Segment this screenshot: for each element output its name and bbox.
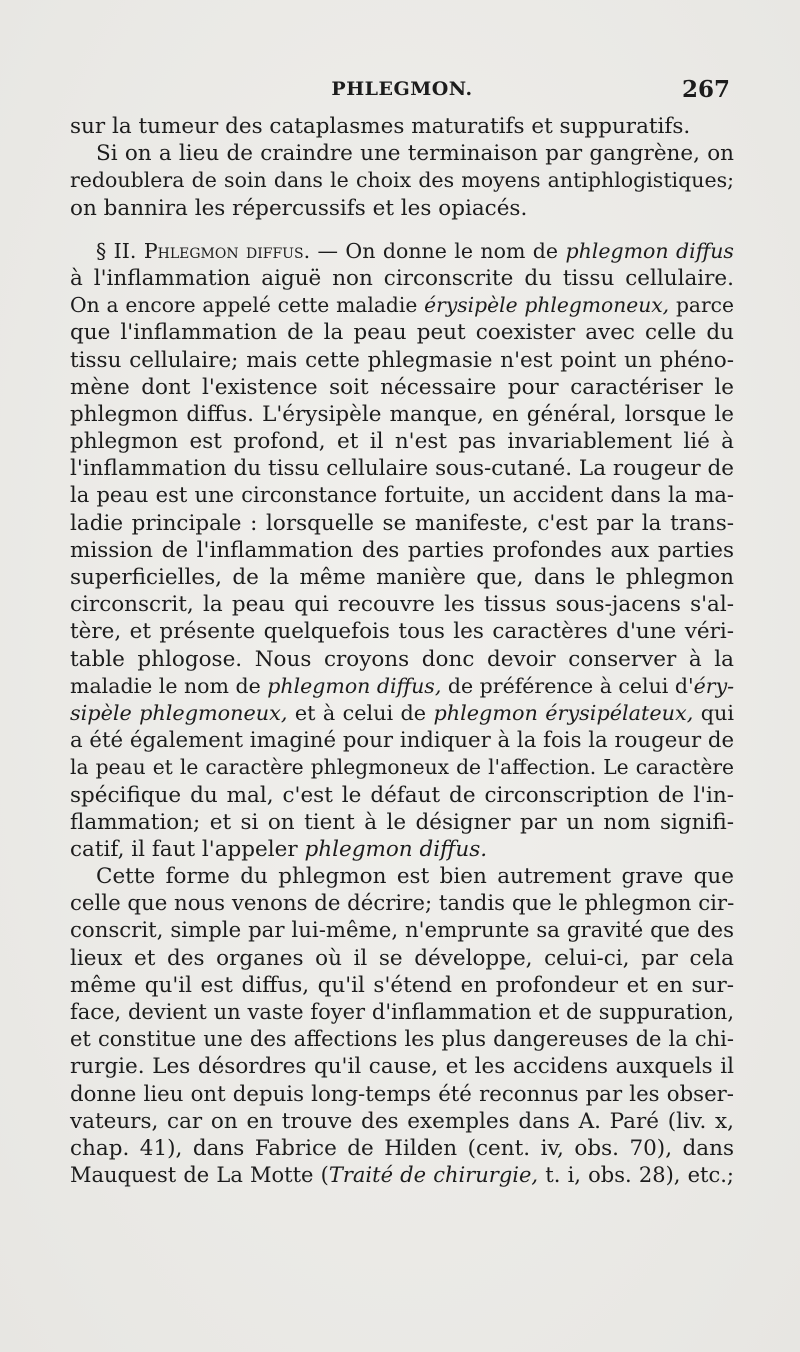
- text-line: flammation; et si on tient à le désigner par un nom signifi-: [70, 809, 734, 835]
- text-fragment: qui: [700, 700, 734, 725]
- text-line: et constitue une des affections les plus dangereuses de la chi-: [70, 1027, 734, 1052]
- text-line: [70, 292, 734, 319]
- section-heading-line: [70, 238, 734, 265]
- text-line: [70, 1162, 734, 1189]
- page-number: 267: [681, 76, 730, 103]
- text-line: spécifique du mal, c'est le défaut de circonscription de l'in-: [70, 782, 734, 808]
- text-line: l'inflammation du tissu cellulaire sous-cutané. La rougeur de: [70, 456, 734, 482]
- text-line: face, devient un vaste foyer d'inflammation et de suppuration,: [70, 1000, 734, 1024]
- text-fragment: maladie le nom de: [70, 673, 261, 698]
- italic-term: Traité de chirurgie,: [328, 1163, 539, 1188]
- text-fragment: On a encore appelé cette maladie: [70, 293, 418, 318]
- italic-term: phlegmon érysipélateux,: [433, 700, 694, 725]
- italic-term: phlegmon diffus.: [304, 836, 488, 862]
- italic-term: érysipèle phlegmoneux,: [424, 293, 670, 318]
- text-line: [70, 700, 734, 727]
- text-line: tissu cellulaire; mais cette phlegmasie n'est point un phéno-: [70, 347, 734, 373]
- section-ii: [70, 238, 734, 863]
- text-line: phlegmon diffus. L'érysipèle manque, en général, lorsque le: [70, 401, 734, 427]
- text-line: rurgie. Les désordres qu'il cause, et les accidens auxquels il: [70, 1054, 734, 1080]
- section-title: Phlegmon diffus.: [143, 238, 311, 263]
- text-fragment: de préférence à celui d'éry-: [447, 673, 735, 698]
- running-title: PHLEGMON.: [331, 78, 473, 100]
- text-line: donne lieu ont depuis long-temps été reconnus par les obser-: [70, 1081, 734, 1107]
- paragraph-1: [70, 113, 734, 140]
- italic-term: phlegmon diffus: [565, 238, 734, 263]
- body-text: [70, 113, 734, 1189]
- text-line: tère, et présente quelquefois tous les caractères d'une véri-: [70, 619, 734, 645]
- text-line: la peau est une circonstance fortuite, un accident dans la ma-: [70, 483, 734, 508]
- text-line: Cette forme du phlegmon est bien autrement grave que: [96, 864, 734, 890]
- text-fragment: parce: [675, 293, 734, 318]
- italic-term: éry-: [693, 673, 735, 698]
- text-line: Si on a lieu de craindre une terminaison par gangrène, on: [96, 141, 734, 167]
- text-line: mission de l'inflammation des parties profondes aux parties: [70, 537, 734, 563]
- text-line: on bannira les répercussifs et les opiacés.: [70, 195, 528, 221]
- italic-term: sipèle phlegmoneux,: [70, 700, 288, 725]
- paragraph-2: [70, 140, 734, 222]
- text-fragment: catif, il faut l'appeler: [70, 836, 298, 862]
- text-line: a été également imaginé pour indiquer à la fois la rougeur de: [70, 728, 735, 754]
- text-line: vateurs, car on en trouve des exemples dans A. Paré (liv. x,: [70, 1108, 734, 1134]
- section-gap: [70, 222, 734, 238]
- text-line: table phlogose. Nous croyons donc devoir conserver à la: [70, 646, 734, 672]
- text-line: circonscrit, la peau qui recouvre les tissus sous-jacens s'al-: [70, 592, 734, 618]
- text-line: sur la tumeur des cataplasmes maturatifs et suppuratifs.: [70, 114, 691, 139]
- paragraph-4: [70, 863, 734, 1189]
- text-fragment: et à celui de: [294, 700, 427, 725]
- text-fragment: — On donne le nom de: [317, 238, 559, 263]
- text-line: redoublera de soin dans le choix des moyens antiphlogistiques;: [70, 168, 734, 193]
- page-header: [70, 76, 734, 106]
- text-line: lieux et des organes où il se développe, celui-ci, par cela: [70, 945, 734, 971]
- text-line: ladie principale : lorsquelle se manifeste, c'est par la trans-: [70, 510, 734, 536]
- text-fragment: Mauquest de La Motte (Traité de chirurgie,: [70, 1163, 539, 1188]
- text-line: à l'inflammation aiguë non circonscrite du tissu cellulaire.: [70, 265, 734, 291]
- italic-term: phlegmon diffus,: [267, 673, 442, 698]
- text-line: mène dont l'existence soit nécessaire pour caractériser le: [70, 374, 734, 400]
- text-line: que l'inflammation de la peau peut coexister avec celle du: [70, 320, 734, 346]
- text-line: celle que nous venons de décrire; tandis que le phlegmon cir-: [70, 891, 735, 917]
- text-line: même qu'il est diffus, qu'il s'étend en profondeur et en sur-: [70, 972, 734, 998]
- text-line: [70, 673, 734, 700]
- text-line: phlegmon est profond, et il n'est pas invariablement lié à: [70, 429, 734, 455]
- text-line: [70, 836, 734, 863]
- text-line: conscrit, simple par lui-même, n'emprunte sa gravité que des: [70, 918, 734, 944]
- text-fragment: t. i, obs. 28), etc.;: [545, 1163, 734, 1188]
- text-line: chap. 41), dans Fabrice de Hilden (cent. iv, obs. 70), dans: [70, 1135, 734, 1161]
- text-line: la peau et le caractère phlegmoneux de l'affection. Le caractère: [70, 755, 734, 780]
- section-mark: § II.: [96, 238, 137, 263]
- text-line: superficielles, de la même manière que, dans le phlegmon: [70, 565, 734, 590]
